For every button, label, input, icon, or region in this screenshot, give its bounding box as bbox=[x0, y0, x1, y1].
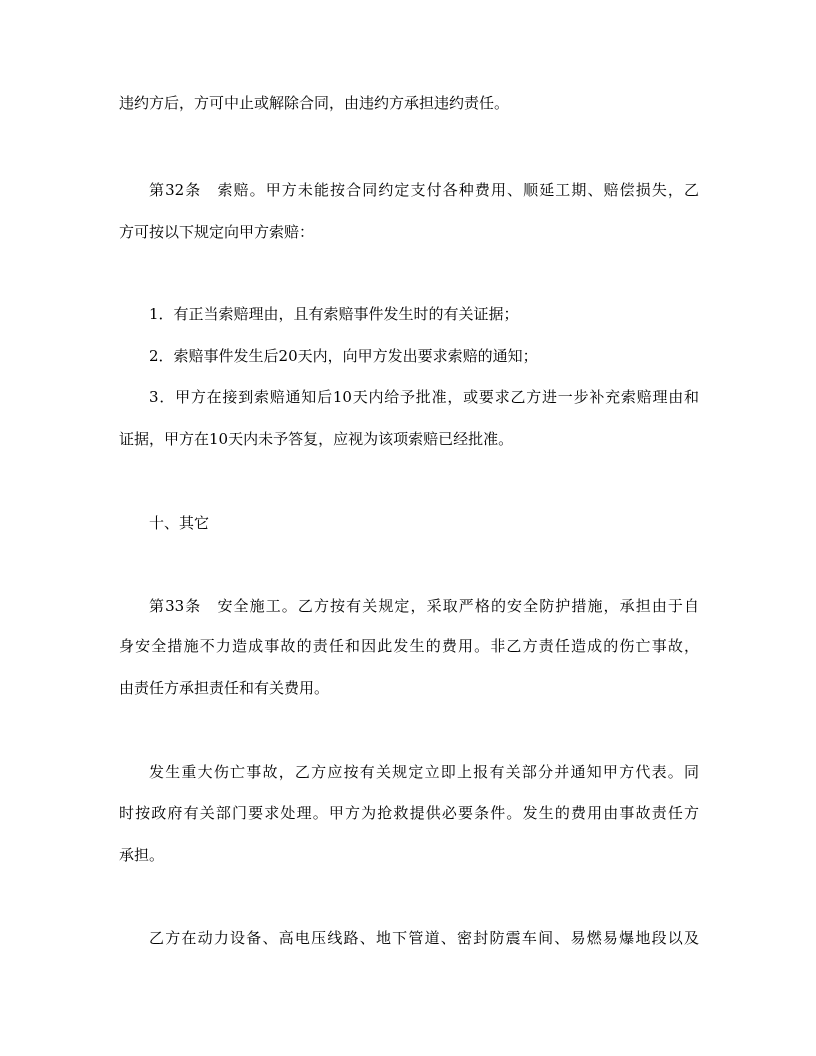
list-item-2: 2．索赔事件发生后20天内，向甲方发出要求索赔的通知； bbox=[149, 347, 538, 365]
article-32-line-2: 方可按以下规定向甲方索赔： bbox=[119, 223, 315, 241]
list-item-3-line-2: 证据，甲方在10天内未予答复，应视为该项索赔已经批准。 bbox=[119, 430, 514, 448]
text-line: 违约方后，方可中止或解除合同，由违约方承担违约责任。 bbox=[119, 94, 510, 112]
article-32-line-1: 第32条 索赔。甲方未能按合同约定支付各种费用、顺延工期、赔偿损失，乙 bbox=[149, 181, 699, 199]
list-item-1: 1．有正当索赔理由，且有索赔事件发生时的有关证据； bbox=[149, 305, 519, 323]
article-33-line-2: 身安全措施不力造成事故的责任和因此发生的费用。非乙方责任造成的伤亡事故， bbox=[119, 637, 699, 655]
paragraph-accident-line-3: 承担。 bbox=[119, 846, 165, 864]
paragraph-accident-line-1: 发生重大伤亡事故，乙方应按有关规定立即上报有关部分并通知甲方代表。同 bbox=[149, 763, 699, 781]
section-heading: 十、其它 bbox=[149, 514, 210, 532]
list-item-3-line-1: 3．甲方在接到索赔通知后10天内给予批准，或要求乙方进一步补充索赔理由和 bbox=[149, 388, 699, 406]
article-33-line-1: 第33条 安全施工。乙方按有关规定，采取严格的安全防护措施，承担由于自 bbox=[149, 597, 699, 615]
article-33-line-3: 由责任方承担责任和有关费用。 bbox=[119, 679, 330, 697]
paragraph-equipment-line-1: 乙方在动力设备、高电压线路、地下管道、密封防震车间、易燃易爆地段以及 bbox=[149, 929, 699, 947]
paragraph-accident-line-2: 时按政府有关部门要求处理。甲方为抢救提供必要条件。发生的费用由事故责任方 bbox=[119, 804, 699, 822]
